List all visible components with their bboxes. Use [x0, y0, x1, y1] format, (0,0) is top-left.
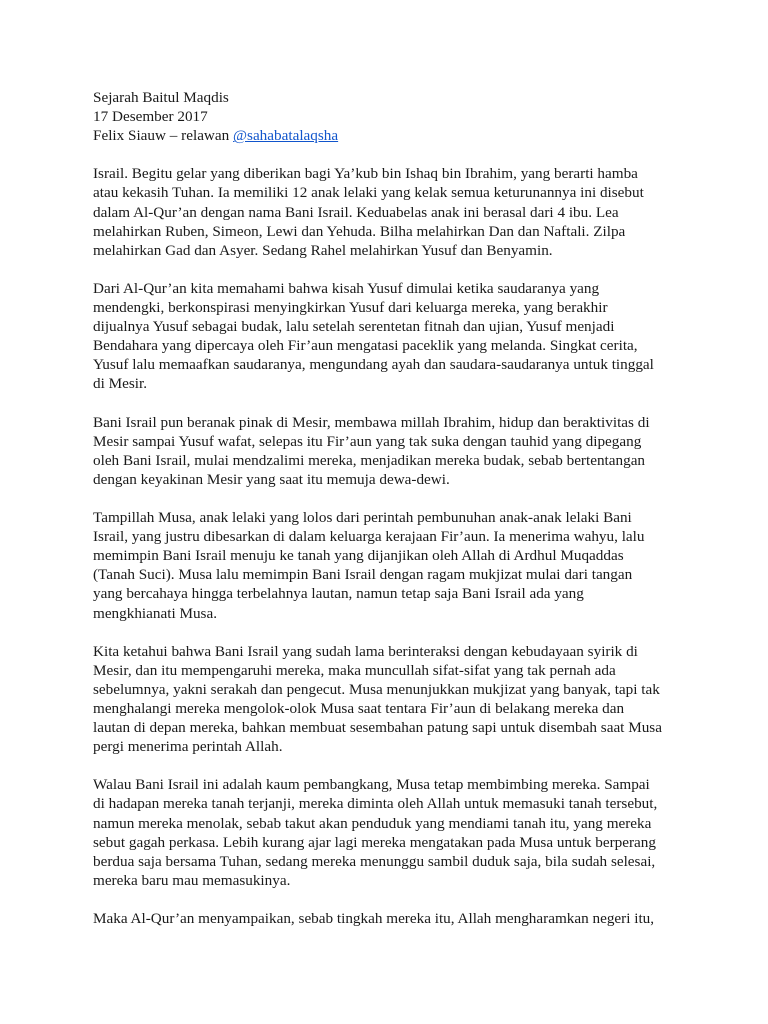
document-body: [93, 164, 693, 928]
text-line: mengkhianati Musa.: [93, 604, 218, 622]
text-line: Maka Al-Qur’an menyampaikan, sebab tingkah mereka itu, Allah mengharamkan negeri itu,: [93, 910, 655, 928]
paragraph: [93, 164, 693, 259]
document-page: [93, 88, 693, 947]
document-author: [93, 126, 693, 145]
text-line: melahirkan Gad dan Asyer. Sedang Rahel melahirkan Yusuf dan Benyamin.: [93, 241, 553, 259]
text-line: Yusuf lalu memaafkan saudaranya, mengundang ayah dan saudara-saudaranya untuk tinggal: [93, 356, 654, 374]
text-line: yang bercahaya hingga terbelahnya lautan, namun tetap saja Bani Israil ada yang: [93, 585, 584, 603]
text-line: melahirkan Ruben, Simeon, Lewi dan Yehuda. Bilha melahirkan Dan dan Naftali. Zilpa: [93, 222, 626, 240]
paragraph: [93, 279, 693, 394]
text-line: lautan di depan mereka, bahkan membuat sesembahan patung sapi untuk disembah saat Musa: [93, 719, 662, 737]
text-line: memimpin Bani Israil menuju ke tanah yang dijanjikan oleh Allah di Ardhul Muqaddas: [93, 547, 624, 565]
text-line: pergi menerima perintah Allah.: [93, 738, 283, 756]
text-line: berdua saja bersama Tuhan, sedang mereka menunggu sambil duduk saja, bila sudah selesai,: [93, 852, 656, 870]
text-line: atau kekasih Tuhan. Ia memiliki 12 anak lelaki yang kelak semua keturunannya ini disebut: [93, 184, 644, 202]
author-name: Felix Siauw – relawan: [93, 127, 234, 145]
text-line: Mesir, dan itu mempengaruhi mereka, maka muncullah sifat-sifat yang tak pernah ada: [93, 661, 616, 679]
paragraph: [93, 909, 693, 928]
author-handle-link[interactable]: @sahabatalaqsha: [233, 127, 339, 145]
text-line: Tampillah Musa, anak lelaki yang lolos dari perintah pembunuhan anak-anak lelaki Bani: [93, 509, 632, 527]
document-title: Sejarah Baitul Maqdis: [93, 89, 229, 106]
paragraph: [93, 508, 693, 623]
document-date: 17 Desember 2017: [93, 108, 208, 126]
text-line: Walau Bani Israil ini adalah kaum pembangkang, Musa tetap membimbing mereka. Sampai: [93, 776, 650, 794]
text-line: (Tanah Suci). Musa lalu memimpin Bani Israil dengan ragam mukjizat mulai dari tangan: [93, 566, 633, 584]
paragraph: [93, 642, 693, 757]
paragraph: [93, 775, 693, 890]
text-line: dengan keyakinan Mesir yang saat itu memuja dewa-dewi.: [93, 470, 450, 488]
text-line: Kita ketahui bahwa Bani Israil yang sudah lama berinteraksi dengan kebudayaan syirik di: [93, 642, 638, 660]
text-line: dalam Al-Qur’an dengan nama Bani Israil. Keduabelas anak ini berasal dari 4 ibu. Lea: [93, 203, 619, 221]
text-line: di Mesir.: [93, 375, 148, 393]
text-line: mendengki, berkonspirasi menyingkirkan Yusuf dari keluarga mereka, yang berakhir: [93, 299, 608, 317]
text-line: Israil. Begitu gelar yang diberikan bagi Ya’kub bin Ishaq bin Ibrahim, yang berarti hamba: [93, 165, 638, 183]
text-line: mereka baru mau memasukinya.: [93, 871, 291, 889]
header-spacer: [93, 145, 693, 164]
text-line: Mesir sampai Yusuf wafat, selepas itu Fir’aun yang tak suka dengan tauhid yang dipegang: [93, 432, 642, 450]
text-line: Bani Israil pun beranak pinak di Mesir, membawa millah Ibrahim, hidup dan beraktivitas di: [93, 413, 650, 431]
text-line: sebelumnya, yakni serakah dan pengecut. Musa menunjukkan mukjizat yang banyak, tapi tak: [93, 680, 660, 698]
paragraph: [93, 413, 693, 489]
text-line: Israil, yang justru dibesarkan di dalam keluarga kerajaan Fir’aun. Ia menerima wahyu, lalu: [93, 528, 645, 546]
text-line: menghalangi mereka mengolok-olok Musa saat tentara Fir’aun di belakang mereka dan: [93, 700, 625, 717]
text-line: dijualnya Yusuf sebagai budak, lalu setelah serentetan fitnah dan ujian, Yusuf menjadi: [93, 318, 615, 336]
text-line: sebut gagah perkasa. Lebih kurang ajar lagi mereka mengatakan pada Musa untuk berperang: [93, 833, 656, 851]
text-line: namun mereka menolak, sebab takut akan penduduk yang mendiami tanah itu, yang mereka: [93, 814, 652, 832]
text-line: Dari Al-Qur’an kita memahami bahwa kisah Yusuf dimulai ketika saudaranya yang: [93, 279, 600, 297]
text-line: Bendahara yang dipercaya oleh Fir’aun mengatasi paceklik yang melanda. Singkat cerita,: [93, 337, 638, 355]
text-line: di hadapan mereka tanah terjanji, mereka diminta oleh Allah untuk memasuki tanah tersebut,: [93, 795, 658, 813]
text-line: oleh Bani Israil, mulai mendzalimi mereka, menjadikan mereka budak, sebab bertentangan: [93, 451, 646, 469]
